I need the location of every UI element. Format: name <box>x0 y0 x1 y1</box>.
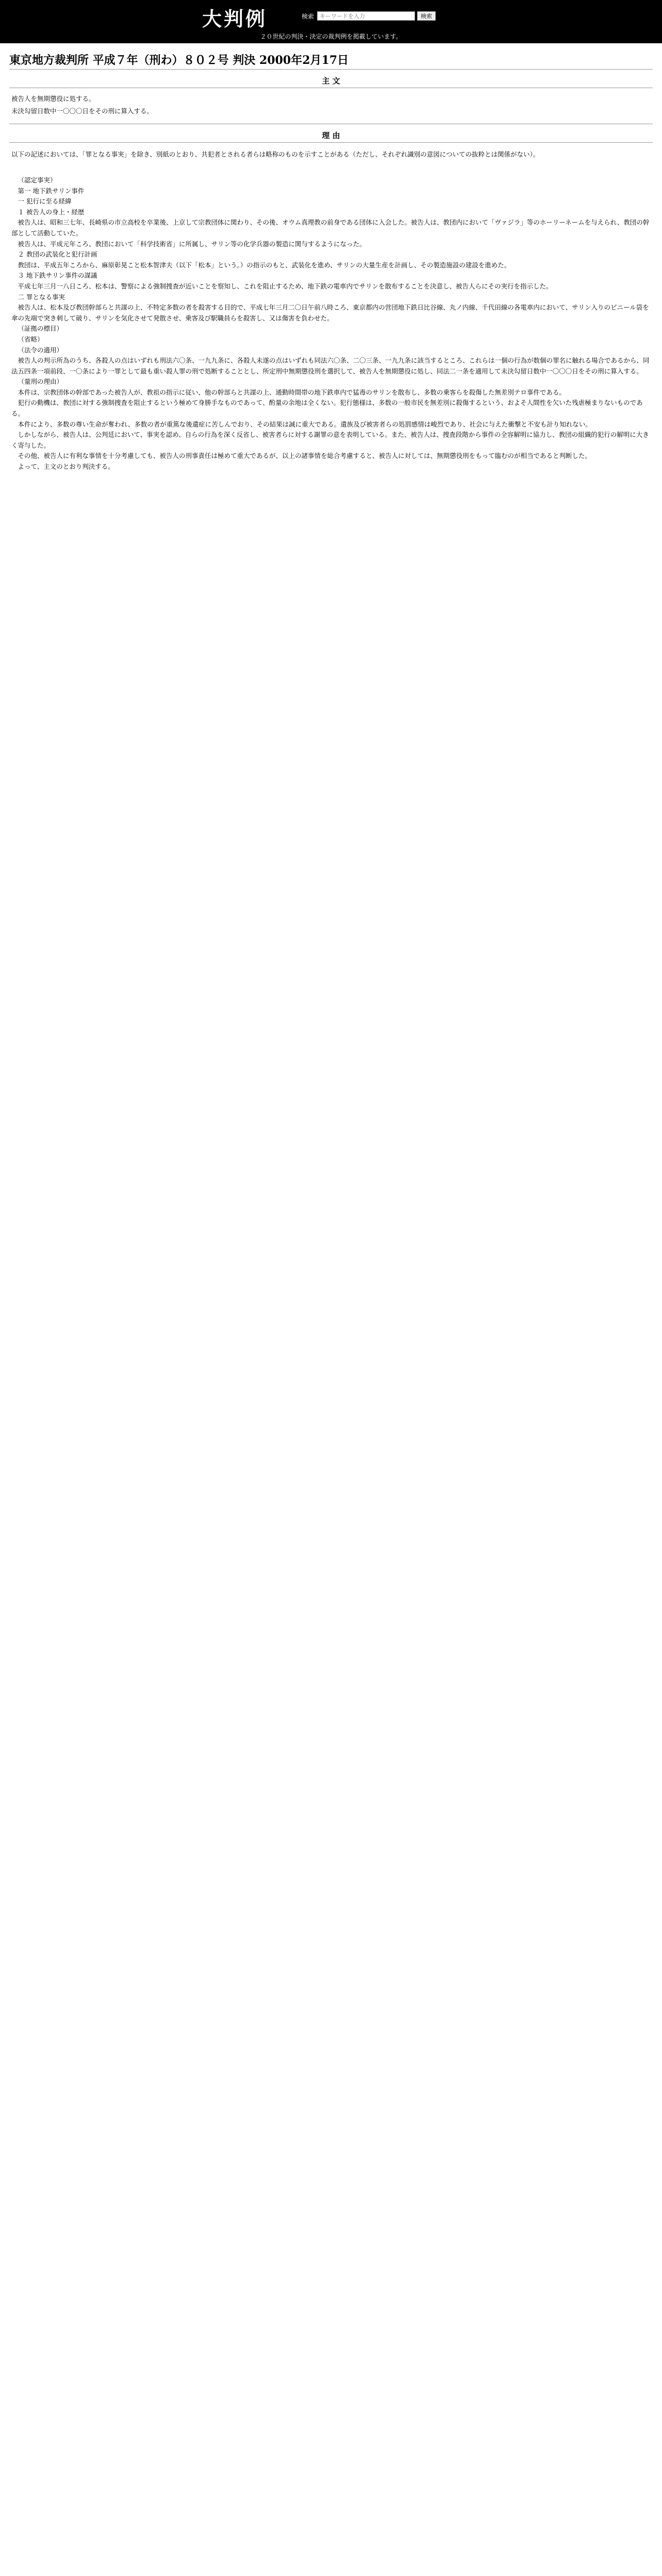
body-paragraph: ２ 教団の武装化と犯行計画 <box>18 250 97 259</box>
body-paragraph: よって、主文のとおり判決する。 <box>18 463 114 471</box>
body-paragraph: ３ 地下鉄サリン事件の謀議 <box>18 272 97 280</box>
body-paragraph: （省略） <box>18 335 44 343</box>
divider <box>9 69 653 70</box>
body-paragraph: （証拠の標目） <box>18 325 63 333</box>
body-paragraph: 被告人の判示所為のうち、各殺人の点はいずれも刑法六〇条、一九九条に、各殺人未遂の点はいずれも同法六〇条、二〇三条、一九九条に該当するところ、これらは一個の行為が数個の罪名に触れる場合であるから、同法五四条一項前段、一〇条により一罪として最も重い殺人罪の刑で処断することとし、所定刑中無期懲役刑を選択して、被告人を無期懲役に処し、同法二一条を適用して未決勾留日数中一〇〇〇日をその刑に算入する。 <box>11 357 650 375</box>
body-paragraph: 犯行の動機は、教団に対する強制捜査を阻止するという極めて身勝手なものであって、酌量の余地は全くない。犯行態様は、多数の一般市民を無差別に殺傷するという、およそ人間性を欠いた残虐極まりないものである。 <box>11 399 643 418</box>
body-paragraph: 被告人は、松本及び教団幹部らと共謀の上、不特定多数の者を殺害する目的で、平成七年三月二〇日午前八時ころ、東京都内の営団地下鉄日比谷線、丸ノ内線、千代田線の各電車内において、サリン入りのビニール袋を傘の先端で突き刺して破り、サリンを気化させて発散させ、乗客及び駅職員らを殺害し、又は傷害を負わせた。 <box>11 303 649 322</box>
divider <box>9 142 653 143</box>
body-paragraph: 第一 地下鉄サリン事件 <box>18 187 85 195</box>
body-paragraph: 二 罪となる事実 <box>18 293 65 301</box>
body-paragraph: 教団は、平成五年ころから、麻原彰晃こと松本智津夫（以下「松本」という。）の指示のもと、武装化を進め、サリンの大量生産を計画し、その製造施設の建設を進めた。 <box>18 261 511 269</box>
body-paragraph: １ 被告人の身上・経歴 <box>18 208 85 216</box>
main-text-heading: 主 文 <box>322 76 340 86</box>
body-paragraph: 本件は、宗教団体の幹部であった被告人が、教祖の指示に従い、他の幹部らと共謀の上、通勤時間帯の地下鉄車内で猛毒のサリンを散布し、多数の乗客らを殺傷した無差別テロ事件である。 <box>18 388 566 396</box>
site-header <box>0 0 662 43</box>
search-button[interactable]: 検索 <box>417 11 436 21</box>
body-paragraph: （法令の適用） <box>18 346 63 354</box>
body-paragraph: 被告人は、平成元年ころ、教団において「科学技術省」に所属し、サリン等の化学兵器の製造に関与するようになった。 <box>18 240 366 248</box>
site-tagline: ２０世紀の判決・決定の裁判例を掲載しています。 <box>260 33 402 40</box>
main-text-line: 未決勾留日数中一〇〇〇日をその刑に算入する。 <box>11 107 154 115</box>
search-bar <box>302 11 436 21</box>
body-paragraph: 平成七年三月一八日ころ、松本は、警察による強制捜査が近いことを察知し、これを阻止するため、地下鉄の電車内でサリンを散布することを決意し、被告人らにその実行を指示した。 <box>18 282 553 290</box>
search-input[interactable] <box>317 11 415 21</box>
body-paragraph: （量刑の理由） <box>18 378 63 386</box>
main-text-line: 被告人を無期懲役に処する。 <box>11 95 95 103</box>
site-logo[interactable]: 大判例 <box>202 7 268 30</box>
reasons-heading: 理 由 <box>322 131 340 140</box>
judgment-body <box>11 175 651 2576</box>
body-paragraph: 一 犯行に至る経緯 <box>18 197 72 206</box>
body-paragraph: 被告人は、昭和三七年、長崎県の市立高校を卒業後、上京して宗教団体に関わり、その後、オウム真理教の前身である団体に入会した。被告人は、教団内において「ヴァジラ」等のホーリーネームを与えられ、教団の幹部として活動していた。 <box>11 218 650 237</box>
search-label: 検索 <box>302 12 315 20</box>
body-paragraph: その他、被告人に有利な事情を十分考慮しても、被告人の刑事責任は極めて重大であるが、以上の諸事情を総合考慮すると、被告人に対しては、無期懲役刑をもって臨むのが相当であると判断した。 <box>18 452 592 460</box>
case-title: 東京地方裁判所 平成７年（刑わ）８０２号 判決 2000年2月17日 <box>9 54 349 67</box>
body-paragraph: （認定事実） <box>18 176 57 184</box>
reasons-intro: 以下の記述においては、「罪となる事実」を除き、別紙のとおり、共犯者とされる者らは略称のものを示すことがある（ただし、それぞれ識別の意図についての抜粋とは関係がない）。 <box>11 150 540 158</box>
body-paragraph: しかしながら、被告人は、公判廷において、事実を認め、自らの行為を深く反省し、被害者らに対する謝罪の意を表明している。また、被告人は、捜査段階から事件の全容解明に協力し、教団の組織的犯行の解明に大きく寄与した。 <box>11 431 649 449</box>
body-paragraph: 本件により、多数の尊い生命が奪われ、多数の者が重篤な後遺症に苦しんでおり、その結果は誠に重大である。遺族及び被害者らの処罰感情は峻烈であり、社会に与えた衝撃と不安も計り知れない。 <box>18 420 592 428</box>
